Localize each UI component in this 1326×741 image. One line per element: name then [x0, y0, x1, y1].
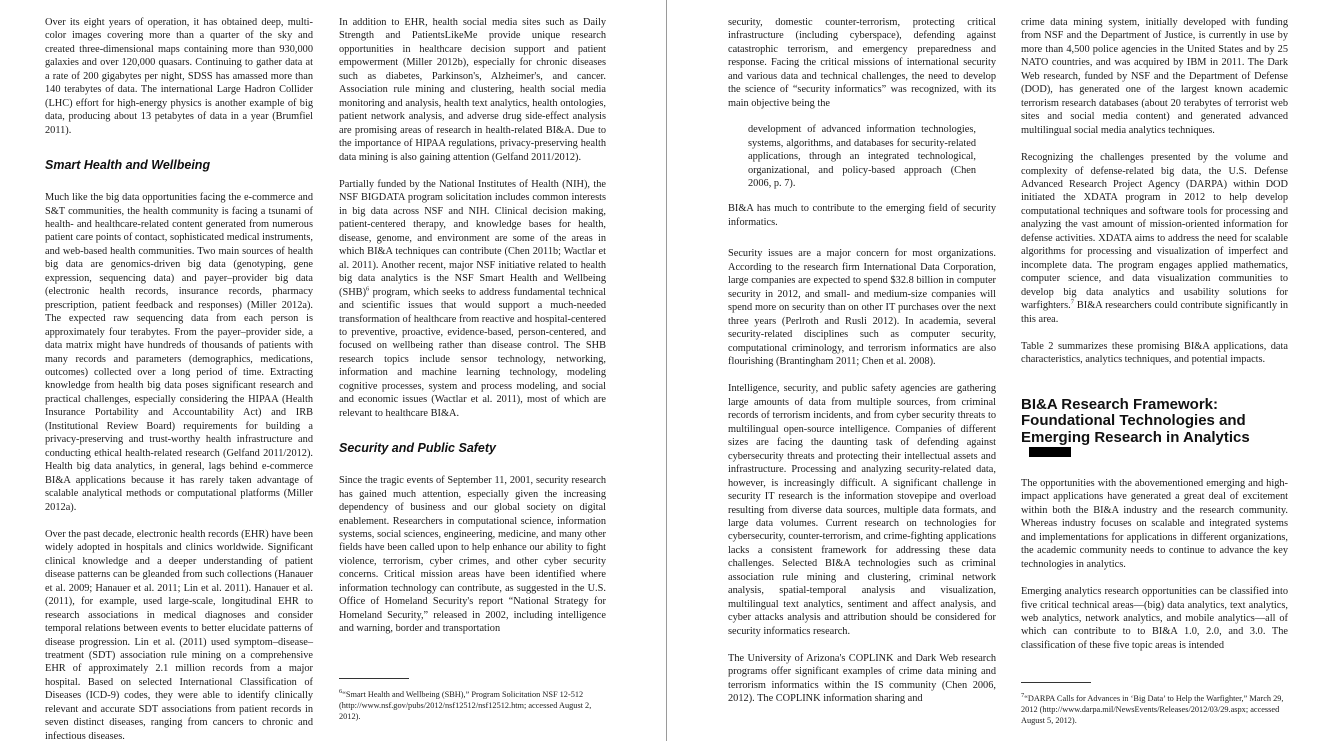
paragraph-nsf-bigdata: [339, 178, 606, 420]
paragraph-health-big-data: Much like the big data opportunities facing the e-commerce and S&T communities, the health community is facing a tsunami of health- and healthcare-related content generated from numerous patient care points of contact, sophisticated medical instruments, and web-based health communities. Two main sources of health big data are genomics-driven big data (genotyping, gene expression, sequencing data) and payer–provider big data (electronic health records, insurance records, pharmacy prescription, patient feedback and responses) (Miller 2012a). The expected raw sequencing data from each person is approximately four terabytes. From the payer–provider side, a data matrix might have hundreds of thousands of patients with many records and parameters (demographics, medications, outcomes) collected over a long period of time. Extracting knowledge from health big data poses significant research and practical challenges, especially considering the HIPAA (Health Insurance Portability and Accountability Act) and IRB (Institutional Review Board) requirements for building a privacy-preserving and trust-worthy health infrastructure and conducting ethical health-related research (Gelfand 2011/2012). Health big data analytics, in general, lags behind e-commerce BI&A applications because it has rarely taken advantage of scalable analytical methods or computational platforms (Miller 2012a).: [45, 192, 313, 513]
section-heading-smart-health: Smart Health and Wellbeing: [45, 158, 211, 173]
paragraph-emerging-analytics: Emerging analytics research opportunities can be classified into five critical technical areas—(big) data analytics, text analytics, web analytics, network analytics, and mobile analytics—all of which can contribute to to BI&A 1.0, 2.0, and 3.0. The classification of these five topic areas is intended: [1021, 586, 1288, 651]
heading-line-2: Foundational Technologies and: [1021, 412, 1246, 430]
paragraph-intelligence-agencies: Intelligence, security, and public safety agencies are gathering large amounts of data from multiple sources, from criminal records of terrorism incidents, and from cyber security threats to multilingual open-source intelligence. Companies of different sizes are facing the daunting task of defending against cybersecurity threats and protecting their intellectual assets and infrastructure. Processing and analyzing security-related data, however, is increasingly difficult. A significant challenge in security IT research is the information stovepipe and overload resulting from diverse data sources, multiple data formats, and large data volumes. Current research on technologies for cybersecurity, counter-terrorism, and crime-fighting applications lacks a consistent framework for addressing these data challenges. Selected BI&A technologies such as criminal association rule mining and clustering, criminal network analysis, spatial-temporal analysis and visualization, multilingual text analytics, sentiment and affect analysis, and cyber attacks analysis and attribution should be considered for security informatics research.: [728, 383, 996, 637]
column-2: [339, 16, 606, 722]
footnote-rule: [1021, 682, 1091, 683]
footnote-6-marker: 6: [339, 687, 343, 695]
block-quote-security-informatics: development of advanced information technologies, systems, algorithms, and databases for security-related applications, through an integrated technological, organizational, and policy-based approach (Chen 2006, p. 7).: [748, 124, 976, 189]
paragraph-darpa-part-a: Recognizing the challenges presented by the volume and complexity of defense-related big data, the U.S. Defense Advanced Research Project Agency (DARPA) within DOD initiated the XDATA program in 2012 to help develop computational techniques and software tools for processing and analyzing the vast amount of mission-oriented information for defense activities. XDATA aims to address the need for scalable algorithms for processing and visualization of imperfect and incomplete data. The program engages applied mathematics, computer science, and data visualization communities to develop big data analytics and usability solutions for warfighters.: [1021, 152, 1288, 312]
column-3: [728, 16, 996, 706]
footnote-6: [339, 689, 606, 722]
paragraph-bia-contribution: BI&A has much to contribute to the emerging field of security informatics.: [728, 203, 996, 228]
paragraph-ehr: Over the past decade, electronic health records (EHR) have been widely adopted in hospitals and clinics worldwide. Significant clinical knowledge and a deeper understanding of patient disease patterns can be gleanded from such collections (Hanauer et al. 2009; Hanauer et al. 2011; Lin et al. 2011). Hanauer et al. (2011), for example, used large-scale, longitudinal EHR to research associations in medical diagnoses and consider temporal relations between events to better elucidate patterns of disease progression. Lin et al. (2011) used symptom–disease–treatment (SDT) association rule mining on a comprehensive EHR of approximately 2.1 million records from a major hospital. Based on selected International Classification of Diseases (ICD-9) codes, they were able to identify clinically relevant and accurate SDT associations from patient records in seven distinct diseases, ranging from cancers to chronic and infectious diseases.: [45, 528, 313, 741]
heading-bar-decoration: [1029, 447, 1071, 457]
paragraph-september-11: Since the tragic events of September 11, 2001, security research has gained much attention, especially given the increasing dependency of business and our global society on digital enablement. Researchers in computational science, information systems, social sciences, engineering, medicine, and many other fields have been called upon to help enhance our ability to fight violence, terrorism, cyber crimes, and other cyber security concerns. Critical mission areas have been identified where information technology can contribute, as suggested in the U.S. Office of Homeland Security's report “National Strategy for Homeland Security,” released in 2002, including intelligence and warning, border and transportation: [339, 475, 606, 635]
paragraph-health-social-media: In addition to EHR, health social media sites such as Daily Strength and PatientsLikeMe provide unique research opportunities in healthcare decision support and patient empowerment (Miller 2012b), especially for chronic diseases such as diabetes, Parkinson's, Alzheimer's, and cancer. Association rule mining and clustering, health social media monitoring and analysis, health text analytics, health ontologies, patient network analysis, and adverse drug side-effect analysis are promising areas of research in health-related BI&A. Due to the importance of HIPAA regulations, privacy-preserving health data mining is also gaining attention (Gelfand 2011/2012).: [339, 17, 606, 163]
section-heading-research-framework: [1021, 397, 1288, 463]
paragraph-darpa: [1021, 151, 1288, 326]
paragraph-coplink: The University of Arizona's COPLINK and Dark Web research programs offer significant examples of crime data mining and terrorism informatics within the IS community (Chen 2006, 2012). The COPLINK information sharing and: [728, 653, 996, 705]
paragraph-opportunities: The opportunities with the abovementioned emerging and high-impact applications have generated a great deal of excitement within both the BI&A industry and the research community. Whereas industry focuses on scalable and integrated systems and implementations for applications in different organizations, the academic community needs to continue to advance the key technologies in analytics.: [1021, 477, 1288, 570]
paragraph-coplink-continued: crime data mining system, initially developed with funding from NSF and the Department of Justice, is currently in use by more than 4,500 police agencies in the United States and by 25 NATO countries, and was acquired by IBM in 2011. The Dark Web research, funded by NSF and the Department of Defense (DOD), has generated one of the largest known academic terrorism research databases (about 20 terabytes of terrorist web sites and social media content) and generated advanced multilingual social media analytics techniques.: [1021, 17, 1288, 136]
footnote-7-marker: 7: [1021, 692, 1025, 700]
heading-line-1: BI&A Research Framework:: [1021, 395, 1219, 413]
footnote-7: [1021, 693, 1288, 726]
footnote-rule: [339, 678, 409, 679]
page-divider: [666, 0, 667, 741]
paragraph-darpa-part-b: BI&A researchers could contribute significantly in this area.: [1021, 300, 1288, 325]
heading-line-3: Emerging Research in Analytics: [1021, 428, 1250, 446]
paragraph-table-2: Table 2 summarizes these promising BI&A applications, data characteristics, analytics techniques, and potential impacts.: [1021, 340, 1288, 366]
paragraph-security-continued: security, domestic counter-terrorism, protecting critical infrastructure (including cyberspace), defending against catastrophic terrorism, and emergency preparedness and response. Facing the critical missions of international security and various data and technical challenges, the need to develop the science of “security informatics” was recognized, with its main objective being the: [728, 17, 996, 109]
footnote-ref-6: 6: [366, 285, 370, 293]
footnote-6-text: “Smart Health and Wellbeing (SBH),” Program Solicitation NSF 12-512 (http://www.nsf.gov/pubs/2012/nsf12512/nsf12512.htm; accessed August 2, 2012).: [339, 689, 592, 721]
footnote-ref-7: 7: [1070, 298, 1074, 306]
paragraph-sdss: Over its eight years of operation, it has obtained deep, multi-color images covering more than a quarter of the sky and created three-dimensional maps containing more than 930,000 galaxies and over 120,000 quasars. Continuing to gather data at a rate of 200 gigabytes per night, SDSS has amassed more than 140 terabytes of data. The international Large Hadron Collider (LHC) effort for high-energy physics is another example of big data, producing about 13 petabytes of data in a year (Brumfiel 2011).: [45, 17, 313, 136]
section-heading-security: Security and Public Safety: [339, 441, 496, 456]
column-1: [45, 16, 313, 741]
paragraph-security-issues: Security issues are a major concern for most organizations. According to the research firm International Data Corporation, large companies are expected to spend $32.8 billion in computer security in 2012, and small- and medium-size companies will spend more on security than on other IT purchases over the next three years (Perlroth and Rusli 2012). In academia, several security-related disciplines such as computer security, computational criminology, and terrorism informatics are also flourishing (Brantingham 2011; Chen et al. 2008).: [728, 248, 996, 367]
footnote-7-text: “DARPA Calls for Advances in ‘Big Data’ to Help the Warfighter,” March 29, 2012 (http://www.darpa.mil/NewsEvents/Releases/2012/03/29.aspx; accessed August 5, 2012).: [1021, 694, 1284, 726]
paragraph-nsf-bigdata-part-b: program, which seeks to address fundamental technical and scientific issues that would support a much-needed transformation of healthcare from reactive and hospital-centered to preventive, proactive, evidence-based, person-centered, and focused on wellbeing rather than disease control. The SHB research topics include sensor technology, networking, information and machine learning technology, modeling cognitive processes, system and process modeling, and social and economic issues (Wactlar et al. 2011), most of which are relevant to healthcare BI&A.: [339, 286, 606, 419]
column-4: [1021, 16, 1288, 726]
paragraph-nsf-bigdata-part-a: Partially funded by the National Institutes of Health (NIH), the NSF BIGDATA program solicitation includes common interests in big data across NSF and NIH. Clinical decision making, patient-centered therapy, and knowledge bases for health, disease, genome, and environment are some of the areas in which BI&A techniques can contribute (Chen 2011b; Wactlar et al. 2011). Another recent, major NSF initiative related to health big data analytics is the NSF Smart Health and Wellbeing (SHB): [339, 178, 606, 298]
